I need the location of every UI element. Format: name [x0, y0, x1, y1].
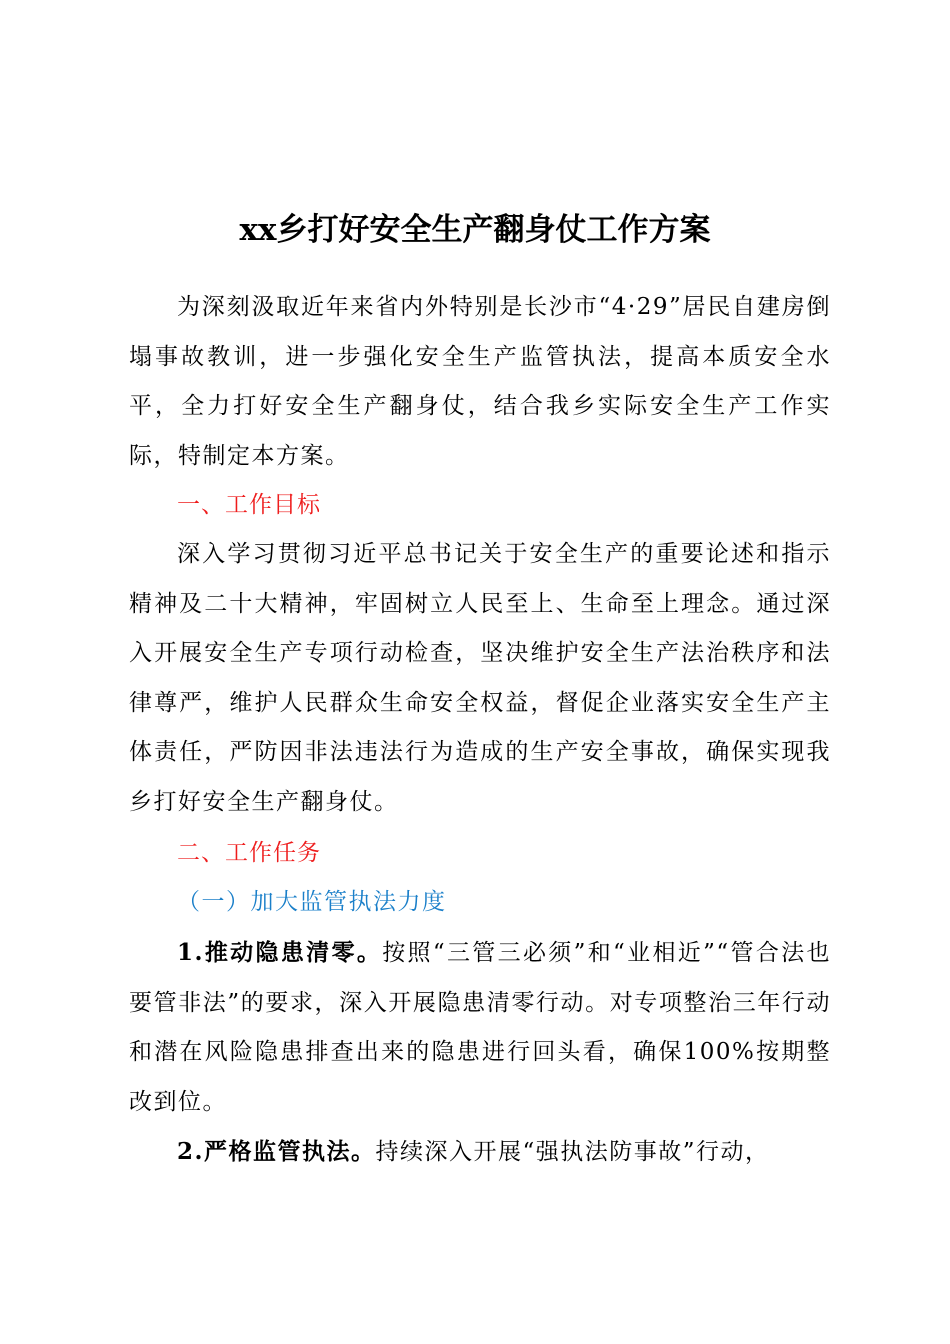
task-item-1-text: 按照“三管三必须”和“业相近”“管合法也要管非法”的要求，深入开展隐患清零行动。对专项整治三年行动和潜在风险隐患排查出来的隐患进行回头看，确保100%按期整改到位。: [129, 940, 831, 1115]
section-heading-tasks: 二、工作任务: [177, 840, 321, 866]
section-heading-goals: 一、工作目标: [177, 492, 321, 518]
subsection-heading-enforcement: （一）加大监管执法力度: [177, 889, 447, 915]
task-item-1: [129, 928, 831, 1127]
task-item-1-lead: 1.推动隐患清零。: [177, 939, 383, 966]
goals-paragraph: 深入学习贯彻习近平总书记关于安全生产的重要论述和指示精神及二十大精神，牢固树立人民至上、生命至上理念。通过深入开展安全生产专项行动检查，坚决维护安全生产法治秩序和法律尊严，维护人民群众生命安全权益，督促企业落实安全生产主体责任，严防因非法违法行为造成的生产安全事故，确保实现我乡打好安全生产翻身仗。: [129, 541, 831, 815]
task-item-2: [129, 1127, 831, 1178]
task-item-2-text: 持续深入开展“强执法防事故”行动，: [375, 1139, 770, 1165]
intro-paragraph: 为深刻汲取近年来省内外特别是长沙市“4·29”居民自建房倒塌事故教训，进一步强化安全生产监管执法，提高本质安全水平，全力打好安全生产翻身仗，结合我乡实际安全生产工作实际，特制定本方案。: [129, 294, 831, 469]
document-title: xx乡打好安全生产翻身仗工作方案: [239, 212, 711, 248]
task-item-2-lead: 2.严格监管执法。: [177, 1138, 376, 1165]
